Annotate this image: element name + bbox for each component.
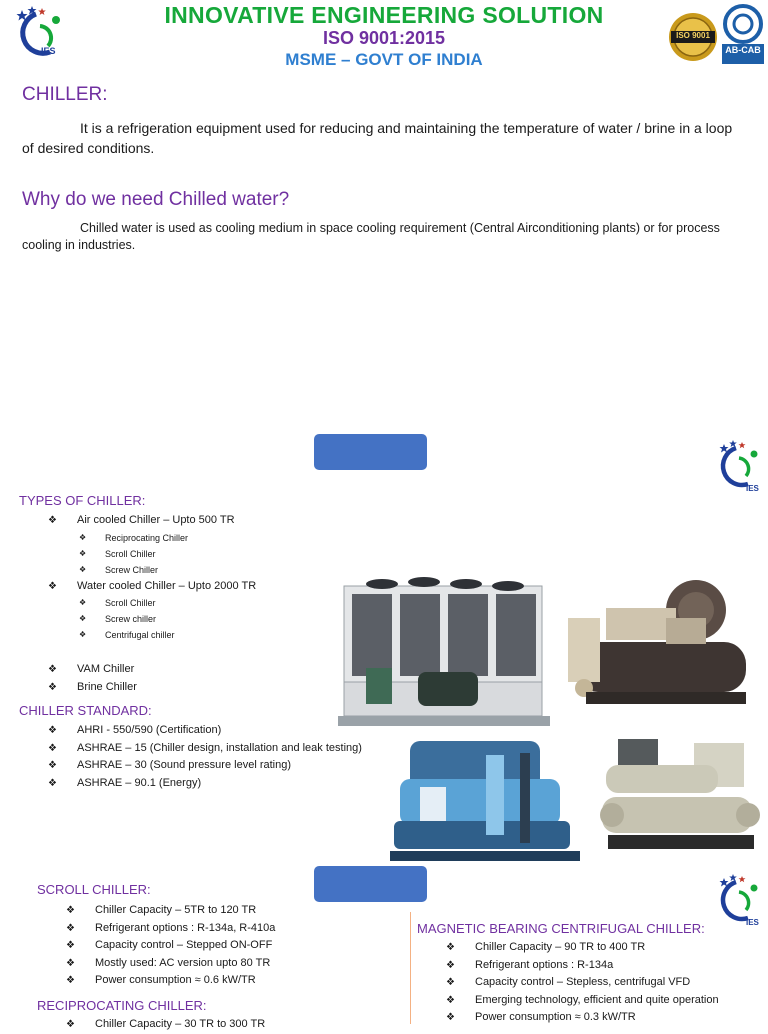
iso-badge-text: ISO 9001: [676, 31, 710, 40]
list-item: [19, 530, 349, 546]
spec-label: Capacity control – Stepless, centrifugal VFD: [475, 976, 691, 988]
list-item: [19, 611, 349, 627]
spec-label: Chiller Capacity – 30 TR to 300 TR: [95, 1018, 266, 1030]
mag-title: MAGNETIC BEARING CENTRIFUGAL CHILLER:: [417, 921, 705, 936]
abcab-badge: [720, 4, 766, 66]
spec-label: Chiller Capacity – 5TR to 120 TR: [95, 904, 257, 916]
spec-label: Chiller Capacity – 90 TR to 400 TR: [475, 941, 646, 953]
bullet-icon: ❖: [48, 742, 57, 754]
bullet-icon: ❖: [48, 515, 57, 526]
list-item: [19, 562, 349, 578]
bullet-icon: ❖: [79, 548, 87, 558]
why-title: Why do we need Chilled water?: [22, 189, 290, 210]
bullet-icon: ❖: [66, 940, 75, 951]
ies-logo-small-2: [712, 870, 760, 930]
msme-line: MSME – GOVT OF INDIA: [285, 50, 483, 69]
bullet-icon: ❖: [48, 580, 57, 592]
scroll-title: SCROLL CHILLER:: [37, 882, 151, 897]
list-item: [417, 957, 767, 975]
bullet-icon: ❖: [66, 905, 75, 916]
spec-label: Refrigerant options : R-134a, R-410a: [95, 921, 276, 934]
slide-nav-button[interactable]: [314, 434, 427, 470]
bullet-icon: ❖: [446, 959, 455, 971]
type-label: Air cooled Chiller – Upto 500 TR: [77, 514, 235, 526]
screw-chiller-image: [598, 735, 764, 860]
scroll-list: [37, 902, 397, 990]
type-label: Water cooled Chiller – Upto 2000 TR: [77, 579, 257, 592]
standard-title: CHILLER STANDARD:: [19, 703, 152, 718]
vam-chiller-image: [390, 735, 580, 865]
standards-list: [19, 722, 399, 792]
bullet-icon: ❖: [48, 664, 57, 675]
bullet-icon: ❖: [48, 760, 57, 771]
bullet-icon: ❖: [66, 1019, 75, 1030]
subtype-label: Screw Chiller: [105, 564, 159, 575]
standard-label: ASHRAE – 30 (Sound pressure level rating): [77, 759, 291, 771]
logo-small-text-2: IES: [746, 918, 759, 927]
list-item: [37, 955, 397, 973]
list-item: [37, 920, 397, 938]
logo-text: IES: [41, 46, 56, 56]
subtype-label: Reciprocating Chiller: [105, 532, 189, 543]
bullet-icon: ❖: [79, 532, 87, 542]
list-item: [37, 937, 397, 955]
bullet-icon: ❖: [48, 777, 57, 789]
bullet-icon: ❖: [79, 564, 87, 574]
list-item: [19, 627, 349, 643]
slide-nav-button-2[interactable]: [314, 866, 427, 902]
list-item: [19, 595, 349, 611]
list-item: [19, 578, 349, 596]
types-list: [19, 512, 349, 643]
bullet-icon: ❖: [446, 1012, 455, 1023]
bullet-icon: ❖: [79, 630, 87, 639]
list-item: [37, 972, 397, 990]
column-divider: [410, 912, 411, 1024]
standard-label: ASHRAE – 15 (Chiller design, installation and leak testing): [77, 741, 362, 754]
bullet-icon: ❖: [66, 922, 75, 934]
logo-small-text: IES: [746, 484, 759, 493]
bullet-icon: ❖: [48, 681, 57, 693]
standard-label: AHRI - 550/590 (Certification): [77, 724, 222, 736]
chiller-title: CHILLER:: [22, 84, 108, 105]
bullet-icon: ❖: [79, 598, 87, 607]
abcab-badge-text: AB-CAB: [725, 45, 761, 55]
spec-label: Mostly used: AC version upto 80 TR: [95, 956, 271, 969]
bullet-icon: ❖: [66, 975, 75, 986]
bullet-icon: ❖: [446, 977, 455, 988]
list-item: [19, 661, 349, 679]
spec-label: Refrigerant options : R-134a: [475, 958, 614, 971]
recip-list: [37, 1016, 397, 1034]
bullet-icon: ❖: [66, 957, 75, 969]
subtype-label: Scroll Chiller: [105, 598, 156, 608]
type-label: Brine Chiller: [77, 680, 137, 693]
types-title: TYPES OF CHILLER:: [19, 493, 146, 508]
spec-label: Power consumption ≈ 0.6 kW/TR: [95, 974, 256, 986]
mag-list: [417, 939, 767, 1027]
centrifugal-chiller-image: [566, 578, 764, 708]
bullet-icon: ❖: [446, 994, 455, 1006]
spec-label: Power consumption ≈ 0.3 kW/TR: [475, 1011, 636, 1023]
list-item: [417, 939, 767, 957]
bullet-icon: ❖: [79, 614, 87, 623]
list-item: [19, 512, 349, 530]
air-cooled-chiller-image: [338, 572, 550, 732]
other-types-list: [19, 661, 349, 696]
standard-label: ASHRAE – 90.1 (Energy): [77, 776, 202, 789]
list-item: [37, 1016, 397, 1034]
spec-label: Capacity control – Stepped ON-OFF: [95, 939, 273, 951]
spec-label: Emerging technology, efficient and quite operation: [475, 993, 719, 1006]
ies-logo-small: [712, 436, 760, 496]
type-label: VAM Chiller: [77, 663, 135, 675]
iso-badge: [668, 12, 718, 62]
list-item: [19, 775, 399, 793]
recip-title: RECIPROCATING CHILLER:: [37, 998, 207, 1013]
subtype-label: Screw chiller: [105, 614, 157, 624]
list-item: [37, 902, 397, 920]
list-item: [417, 992, 767, 1010]
list-item: [417, 974, 767, 992]
subtype-label: Scroll Chiller: [105, 548, 156, 559]
bullet-icon: ❖: [446, 942, 455, 953]
list-item: [19, 546, 349, 562]
list-item: [19, 679, 349, 697]
list-item: [19, 757, 399, 775]
iso-line: ISO 9001:2015: [322, 28, 446, 48]
bullet-icon: ❖: [48, 725, 57, 736]
subtype-label: Centrifugal chiller: [105, 630, 175, 640]
why-text: Chilled water is used as cooling medium in space cooling requirement (Central Airconditioning plants) or for process cooling in industries.: [22, 221, 720, 252]
list-item: [19, 740, 399, 758]
company-name: INNOVATIVE ENGINEERING SOLUTION: [164, 2, 604, 28]
chiller-text: It is a refrigeration equipment used for reducing and maintaining the temperature of water / brine in a loop of desired conditions.: [22, 120, 733, 156]
